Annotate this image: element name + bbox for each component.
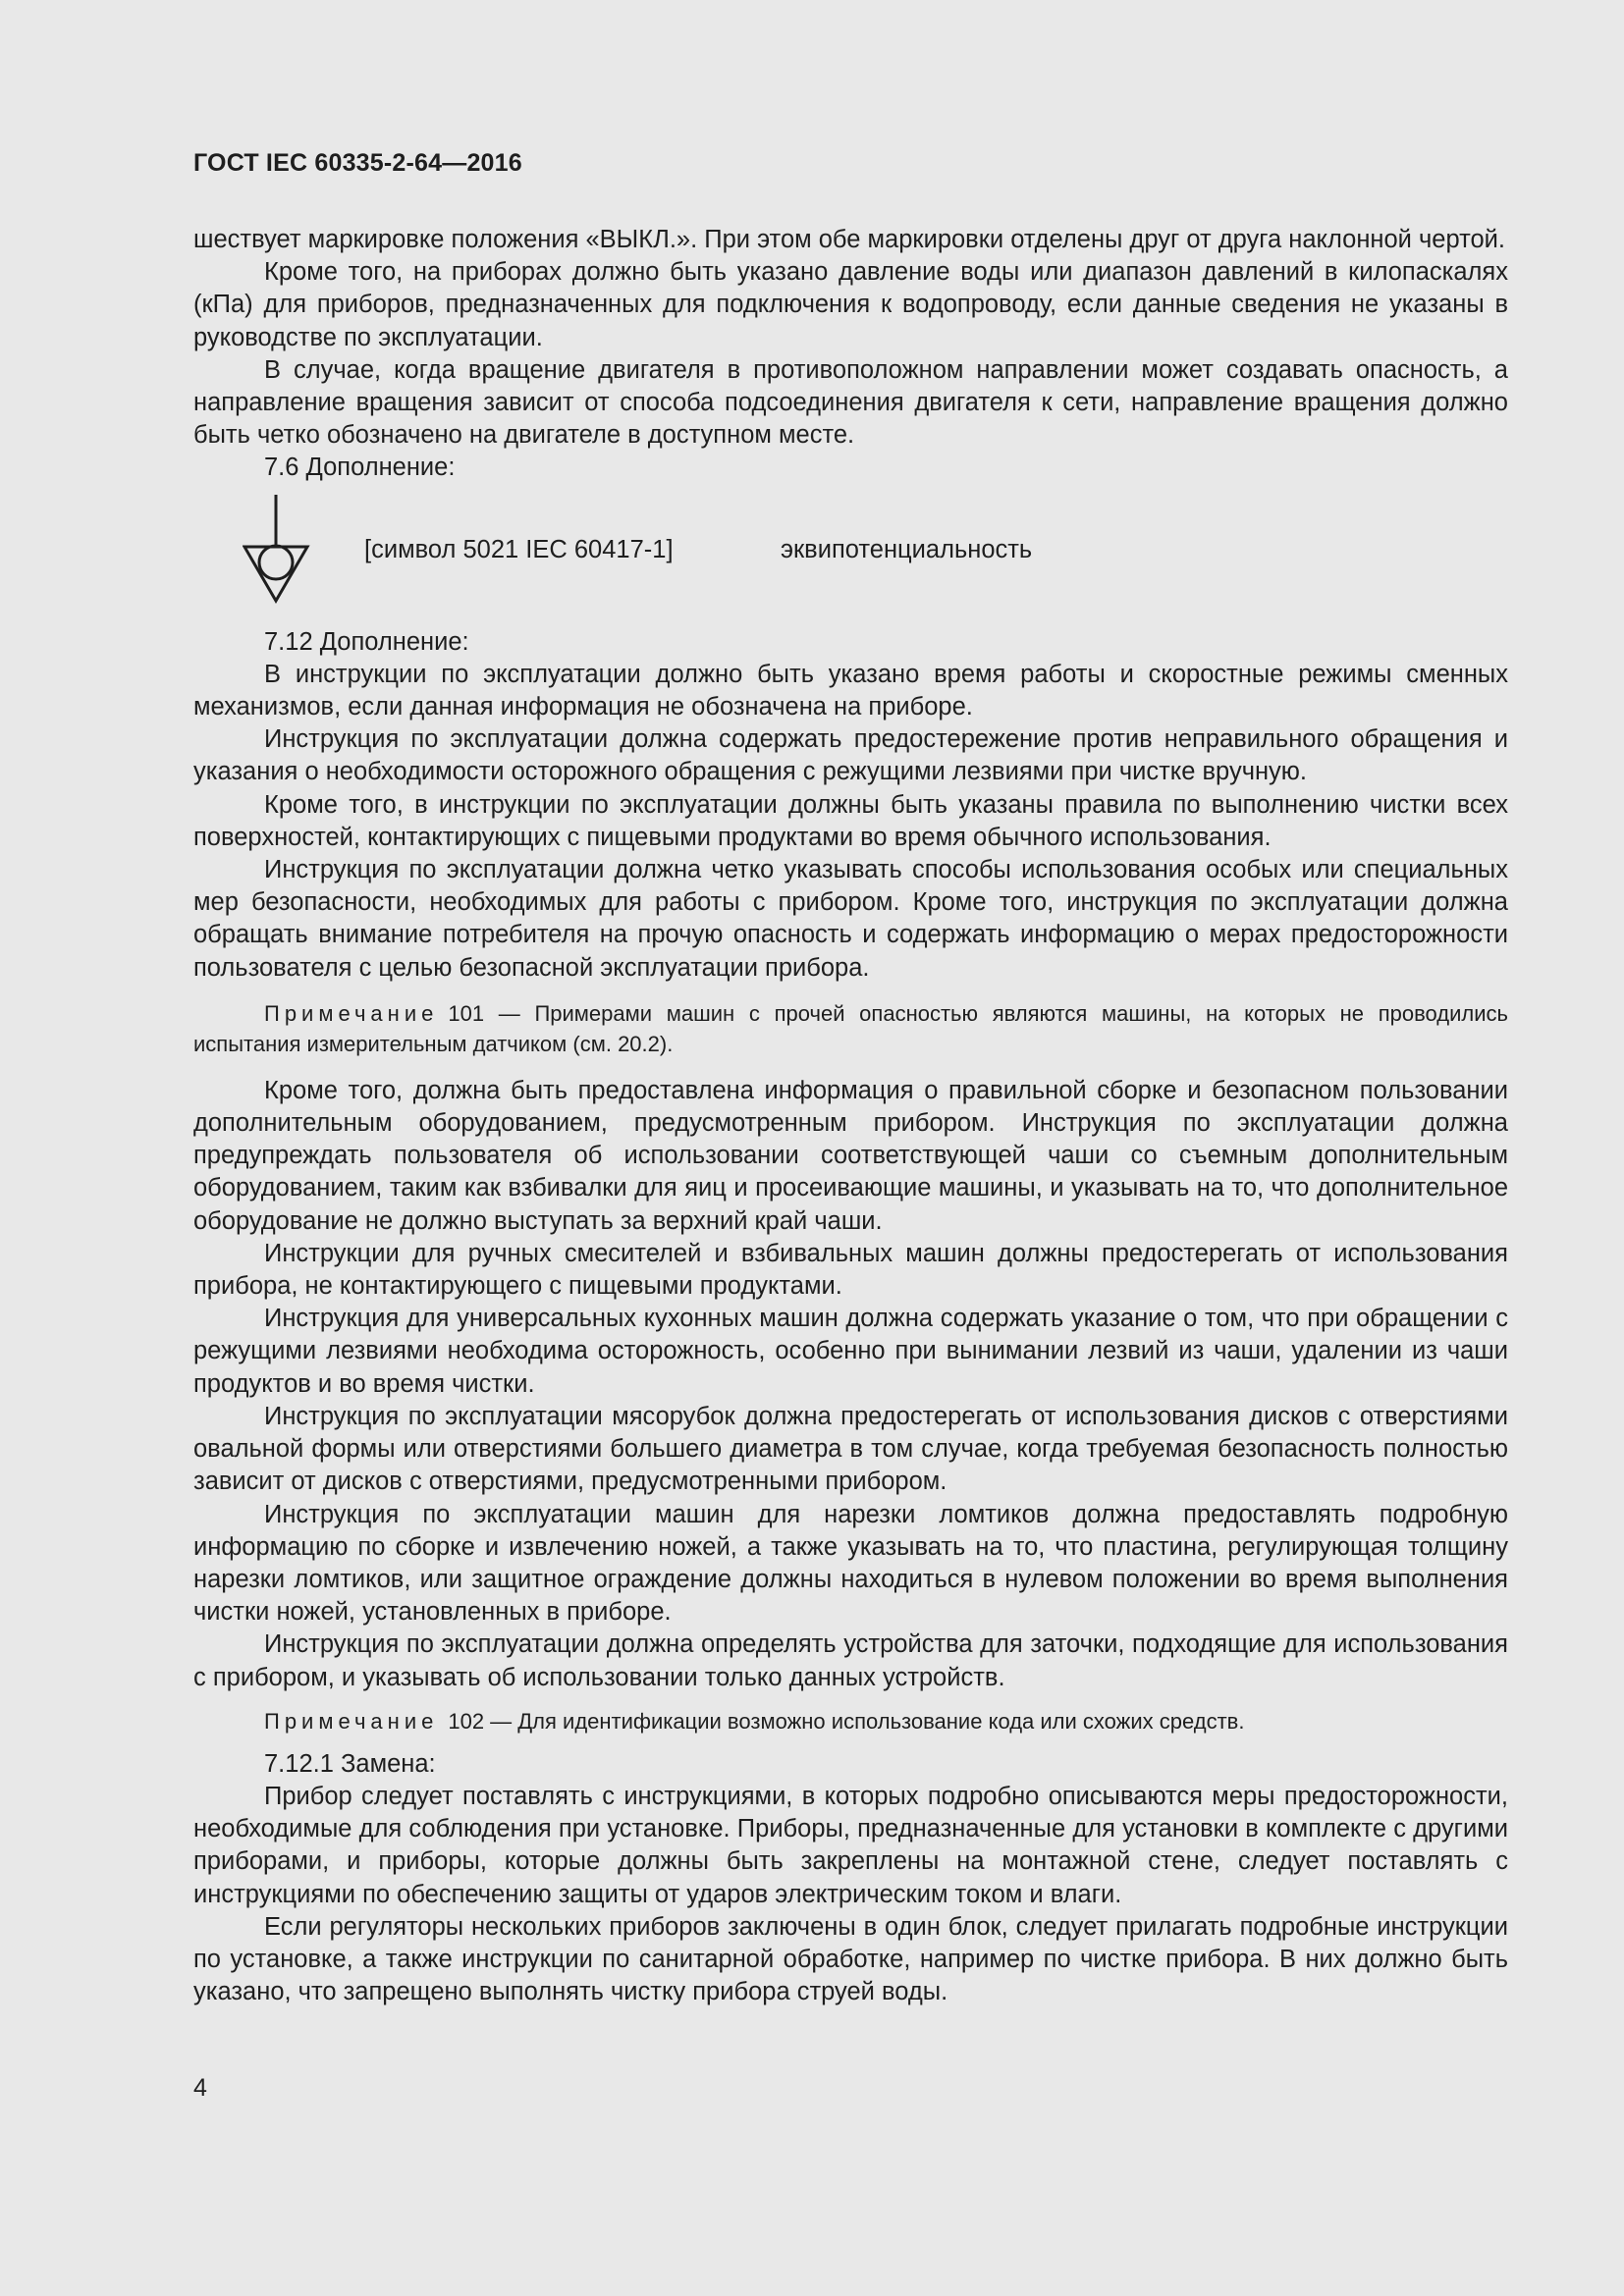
paragraph: Инструкция по эксплуатации машин для нарезки ломтиков должна предоставлять подробную информацию по сборке и извлечению ножей, а также указывать на то, что пластина, регулирующая толщину нарезки ломтиков, или защитное ограждение должны находиться в нулевом положении во время выполнения чистки ножей, установленных в приборе. bbox=[193, 1500, 1508, 1627]
document-header: ГОСТ IEC 60335-2-64—2016 bbox=[193, 149, 522, 177]
section-heading-7-6: 7.6 Дополнение: bbox=[264, 454, 456, 482]
note-text: 102 — Для идентификации возможно использование кода или схожих средств. bbox=[448, 1708, 1245, 1734]
paragraph: Инструкция по эксплуатации должна четко указывать способы использования особых или специальных мер безопасности, необходимых для работы с прибором. Кроме того, инструкция по эксплуатации должна обращать внимание потребителя на прочую опасность и содержать информацию о мерах предосторожности пользователя с целью безопасной эксплуатации прибора. bbox=[193, 856, 1508, 982]
paragraph: Инструкции для ручных смесителей и взбивальных машин должны предостерегать от использования прибора, не контактирующего с пищевыми продуктами. bbox=[193, 1239, 1508, 1301]
paragraph: Кроме того, на приборах должно быть указано давление воды или диапазон давлений в килопаскалях (кПа) для приборов, предназначенных для подключения к водопроводу, если данные сведения не указаны в руководстве по эксплуатации. bbox=[193, 258, 1508, 351]
paragraph: Кроме того, в инструкции по эксплуатации должны быть указаны правила по выполнению чистки всех поверхностей, контактирующих с пищевыми продуктами во время обычного использования. bbox=[193, 790, 1508, 851]
paragraph: Инструкция по эксплуатации должна содержать предостережение против неправильного обращения и указания о необходимости осторожного обращения с режущими лезвиями при чистке вручную. bbox=[193, 725, 1508, 786]
paragraph: Прибор следует поставлять с инструкциями, в которых подробно описываются меры предосторожности, необходимые для соблюдения при установке. Приборы, предназначенные для установки в комплекте с другими приборами, и приборы, которые должны быть закреплены на монтажной стене, следует поставлять с инструкциями по обеспечению защиты от ударов электрическим током и влаги. bbox=[193, 1782, 1508, 1908]
section-heading-7-12-1: 7.12.1 Замена: bbox=[264, 1749, 436, 1778]
section-heading-7-12: 7.12 Дополнение: bbox=[264, 627, 469, 656]
document-body bbox=[193, 224, 1508, 2008]
symbol-reference: [символ 5021 IEC 60417-1] bbox=[364, 535, 674, 563]
paragraph: В случае, когда вращение двигателя в противоположном направлении может создавать опасность, а направление вращения зависит от способа подсоединения двигателя к сети, направление вращения должно быть четко обозначено на двигателе в доступном месте. bbox=[193, 355, 1508, 450]
symbol-row bbox=[193, 493, 1508, 620]
paragraph: Инструкция по эксплуатации мясорубок должна предостерегать от использования дисков с отверстиями овальной формы или отверстиями большего диаметра в том случае, когда требуемая безопасность полностью зависит от дисков с отверстиями, предусмотренными прибором. bbox=[193, 1402, 1508, 1496]
page-number: 4 bbox=[193, 2074, 207, 2102]
paragraph: Инструкция для универсальных кухонных машин должна содержать указание о том, что при обращении с режущими лезвиями необходима осторожность, особенно при вынимании лезвий из чаши, удалении из чаши продуктов и во время чистки. bbox=[193, 1305, 1508, 1398]
equipotentiality-symbol-icon bbox=[243, 493, 321, 609]
note-label: Примечание bbox=[264, 1000, 439, 1026]
paragraph: В инструкции по эксплуатации должно быть указано время работы и скоростные режимы сменных механизмов, если данная информация не обозначена на приборе. bbox=[193, 660, 1508, 721]
note-label: Примечание bbox=[264, 1708, 439, 1734]
paragraph: Инструкция по эксплуатации должна определять устройства для заточки, подходящие для использования с прибором, и указывать об использовании только данных устройств. bbox=[193, 1630, 1508, 1691]
note-102 bbox=[193, 1706, 1508, 1736]
paragraph: Кроме того, должна быть предоставлена информация о правильной сборке и безопасном пользовании дополнительным оборудованием, предусмотренным прибором. Инструкция по эксплуатации должна предупреждать пользователя об использовании соответствующей чаши со съемным дополнительным оборудованием, таким как взбивалки для яиц и просеивающие машины, и указывать на то, что дополнительное оборудование не должно выступать за верхний край чаши. bbox=[193, 1076, 1508, 1235]
note-101 bbox=[193, 998, 1508, 1059]
note-text: 101 — Примерами машин с прочей опасностью являются машины, на которых не проводились испытания измерительным датчиком (см. 20.2). bbox=[193, 1000, 1508, 1056]
symbol-name: эквипотенциальность bbox=[781, 535, 1033, 563]
paragraph: Если регуляторы нескольких приборов заключены в один блок, следует прилагать подробные инструкции по установке, а также инструкции по санитарной обработке, например по чистке прибора. В них должно быть указано, что запрещено выполнять чистку прибора струей воды. bbox=[193, 1912, 1508, 2006]
paragraph: шествует маркировке положения «ВЫКЛ.». При этом обе маркировки отделены друг от друга наклонной чертой. bbox=[193, 226, 1505, 253]
